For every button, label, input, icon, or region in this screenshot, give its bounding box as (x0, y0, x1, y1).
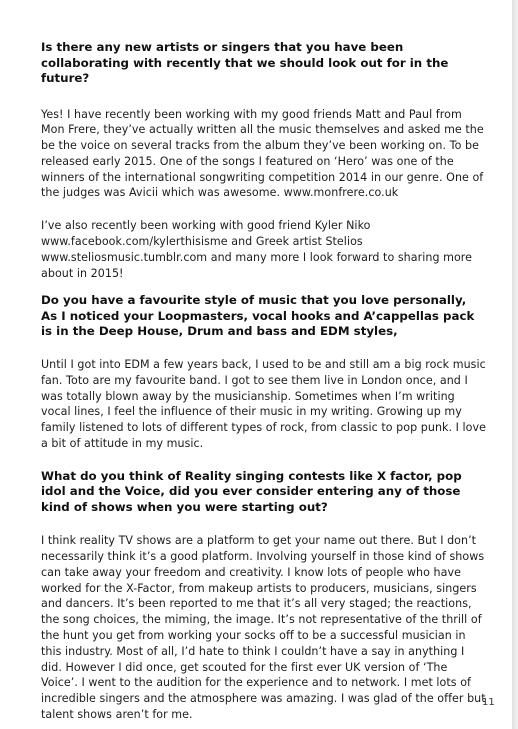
answer-paragraph-1b: I’ve also recently been working with good friend Kyler Niko www.facebook.com/kylerthisisme and Greek artist Stelios www.steliosmusic.tumblr.com and many more I look forward to sharing more about in 2015! (41, 219, 473, 280)
page-edge-shadow (512, 0, 518, 729)
question-heading-1: Is there any new artists or singers that you have been collaborating with recently that we should look out for in the future? (41, 40, 449, 85)
answer-paragraph-2: Until I got into EDM a few years back, I used to be and still am a big rock music fan. Toto are my favourite band. I got to see them live in London once, and I was totally blown away by the musicianship. Sometimes when I’m writing vocal lines, I feel the influence of their music in my writing. Growing up my family listened to lots of different types of rock, from classic to pop punk. I love a bit of attitude in my music. (41, 357, 487, 450)
question-heading-2: Do you have a favourite style of music that you love personally, As I noticed your Loopmasters, vocal hooks and A’cappellas pack is in the Deep House, Drum and bass and EDM styles, (41, 293, 475, 339)
answer-paragraph-1a: Yes! I have recently been working with my good friends Matt and Paul from Mon Frere, they’ve actually written all the music themselves and asked me the be the voice on several tracks from the album they’ve been working on. To be released early 2015. One of the songs I featured on ‘Hero’ was one of the winners of the international songwriting competition 2014 in our genre. One of the judges was Avicii which was awesome. www.monfrere.co.uk (41, 107, 484, 200)
answer-paragraph-3: I think reality TV shows are a platform to get your name out there. But I don’t necessarily think it’s a good platform. Involving yourself in those kind of shows can take away your freedom and creativity. I know lots of people who have worked for the X-Factor, from makeup artists to producers, musicians, singers and dancers. It’s been reported to me that it’s all very staged; the reactions, the song choices, the miming, the image. It’s not representative of the thrill of the hunt you get from working your socks off to be a successful musician in this industry. Most of all, I’d hate to think I couldn’t have a say in anything I did. However I did once, get scouted for the first ever UK version of ‘The Voice’. I went to the audition for the experience and to network. I met lots of incredible singers and the atmosphere was amazing. I was glad of the offer but talent shows aren’t for me. (41, 534, 486, 722)
page-number: 11 (482, 697, 495, 708)
article-body (41, 40, 486, 723)
question-heading-3: What do you think of Reality singing contests like X factor, pop idol and the Voice, did you ever consider entering any of those kind of shows when you were starting out? (41, 468, 462, 514)
